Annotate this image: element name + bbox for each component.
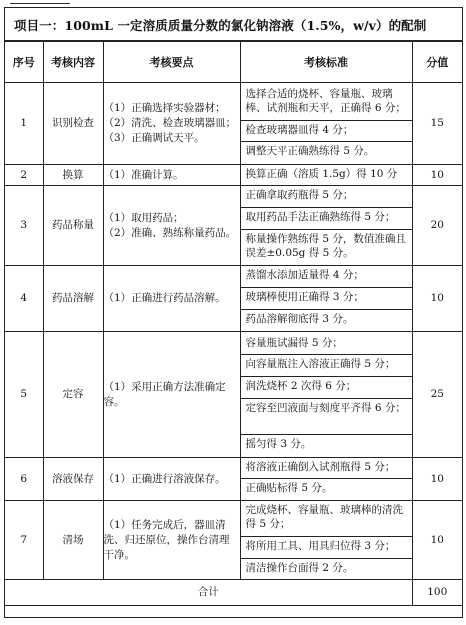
point-line: （2）准确、熟练称量药品。 <box>103 226 237 239</box>
criterion: 正确贴标得 5 分。 <box>245 482 333 494</box>
point-line: （1）取用药品； <box>103 211 184 224</box>
table-row <box>5 165 462 186</box>
row-points <box>103 458 240 501</box>
point-line: （1）正确进行药品溶解。 <box>103 292 226 304</box>
row-no: 3 <box>5 186 43 266</box>
row-criteria <box>240 332 412 458</box>
row-points <box>103 501 240 580</box>
row-no: 2 <box>5 165 43 186</box>
total-row <box>5 580 462 606</box>
criterion: 玻璃棒使用正确得 3 分； <box>241 288 412 310</box>
top-cropped-text-fragment <box>10 0 70 4</box>
row-score: 15 <box>412 83 462 165</box>
point-line: （1）准确计算。 <box>103 168 184 181</box>
table-row <box>5 501 462 580</box>
point-line: （1）正确进行溶液保存。 <box>103 472 226 485</box>
row-content: 药品称量 <box>43 186 103 266</box>
criterion: 向容量瓶注入溶液正确得 5 分； <box>241 355 412 377</box>
row-criteria <box>240 501 412 580</box>
header-content: 考核内容 <box>43 42 103 83</box>
criterion: 定容至凹液面与刻度平齐得 6 分； <box>241 399 412 435</box>
criterion: 将溶液正确倒入试剂瓶得 5 分； <box>241 458 412 479</box>
row-no: 4 <box>5 266 43 332</box>
row-criteria <box>240 458 412 501</box>
row-points <box>103 186 240 266</box>
criterion: 取用药品手法正确熟练得 5 分； <box>241 208 412 230</box>
point-line: （1）正确选择实验器材； <box>103 102 226 114</box>
row-content: 溶液保存 <box>43 458 103 501</box>
row-points <box>103 332 240 458</box>
row-score: 10 <box>412 266 462 332</box>
criterion: 调整天平正确熟练得 5 分。 <box>245 144 375 157</box>
header-score: 分值 <box>412 42 462 83</box>
row-criteria <box>240 266 412 332</box>
row-points <box>103 83 240 165</box>
row-score: 10 <box>412 458 462 501</box>
criterion: 清洁操作台面得 2 分。 <box>245 562 354 574</box>
table-title: 项目一：100mL 一定溶质质量分数的氯化钠溶液（1.5%，w/v）的配制 <box>14 18 427 33</box>
row-no: 6 <box>5 458 43 501</box>
criterion: 称量操作熟练得 5 分，数值准确且误差±0.05g 得 5 分。 <box>245 233 406 259</box>
point-line: （3）正确调试天平。 <box>103 132 205 144</box>
table-row <box>5 266 462 332</box>
row-criteria <box>240 165 412 186</box>
table-row <box>5 332 462 458</box>
criterion: 检查玻璃器皿得 4 分； <box>241 121 412 142</box>
row-content: 换算 <box>43 165 103 186</box>
row-content: 定容 <box>43 332 103 458</box>
row-score: 20 <box>412 186 462 266</box>
criterion: 完成烧杯、容量瓶、玻璃棒的清洗得 5 分； <box>241 501 412 537</box>
criterion: 换算正确（溶质 1.5g）得 10 分 <box>245 168 398 180</box>
row-criteria <box>240 186 412 266</box>
criterion: 正确拿取药瓶得 5 分； <box>241 186 412 208</box>
assessment-grid <box>5 41 462 606</box>
row-content: 药品溶解 <box>43 266 103 332</box>
criterion: 选择合适的烧杯、容量瓶、玻璃棒、试剂瓶和天平，正确得 6 分； <box>241 85 412 121</box>
row-points <box>103 266 240 332</box>
row-points <box>103 165 240 186</box>
row-score: 10 <box>412 165 462 186</box>
header-no: 序号 <box>5 42 43 83</box>
criterion: 摇匀得 3 分。 <box>245 438 312 450</box>
row-content: 识别检查 <box>43 83 103 165</box>
total-label: 合计 <box>5 580 412 606</box>
total-score: 100 <box>412 580 462 606</box>
header-criteria: 考核标准 <box>240 42 412 83</box>
title-row <box>5 8 462 41</box>
row-no: 7 <box>5 501 43 580</box>
table-row <box>5 186 462 266</box>
row-score: 25 <box>412 332 462 458</box>
header-points: 考核要点 <box>103 42 240 83</box>
criterion: 润洗烧杯 2 次得 6 分； <box>241 377 412 399</box>
table-row <box>5 458 462 501</box>
criterion: 蒸馏水添加适量得 4 分； <box>241 266 412 288</box>
row-no: 1 <box>5 83 43 165</box>
point-line: （1）任务完成后，器皿清洗、归还原位，操作台清理干净。 <box>103 518 230 561</box>
table-row <box>5 83 462 165</box>
criterion: 将所用工具、用具归位得 3 分； <box>241 537 412 559</box>
row-content: 清场 <box>43 501 103 580</box>
point-line: （2）清洗、检查玻璃器皿； <box>103 117 237 129</box>
criterion: 药品溶解彻底得 3 分。 <box>245 313 354 325</box>
row-score: 10 <box>412 501 462 580</box>
assessment-table-document <box>4 7 463 618</box>
criterion: 容量瓶试漏得 5 分； <box>241 334 412 355</box>
header-row <box>5 42 462 83</box>
row-no: 5 <box>5 332 43 458</box>
row-criteria <box>240 83 412 165</box>
point-line: （1）采用正确方法准确定容。 <box>103 380 226 408</box>
